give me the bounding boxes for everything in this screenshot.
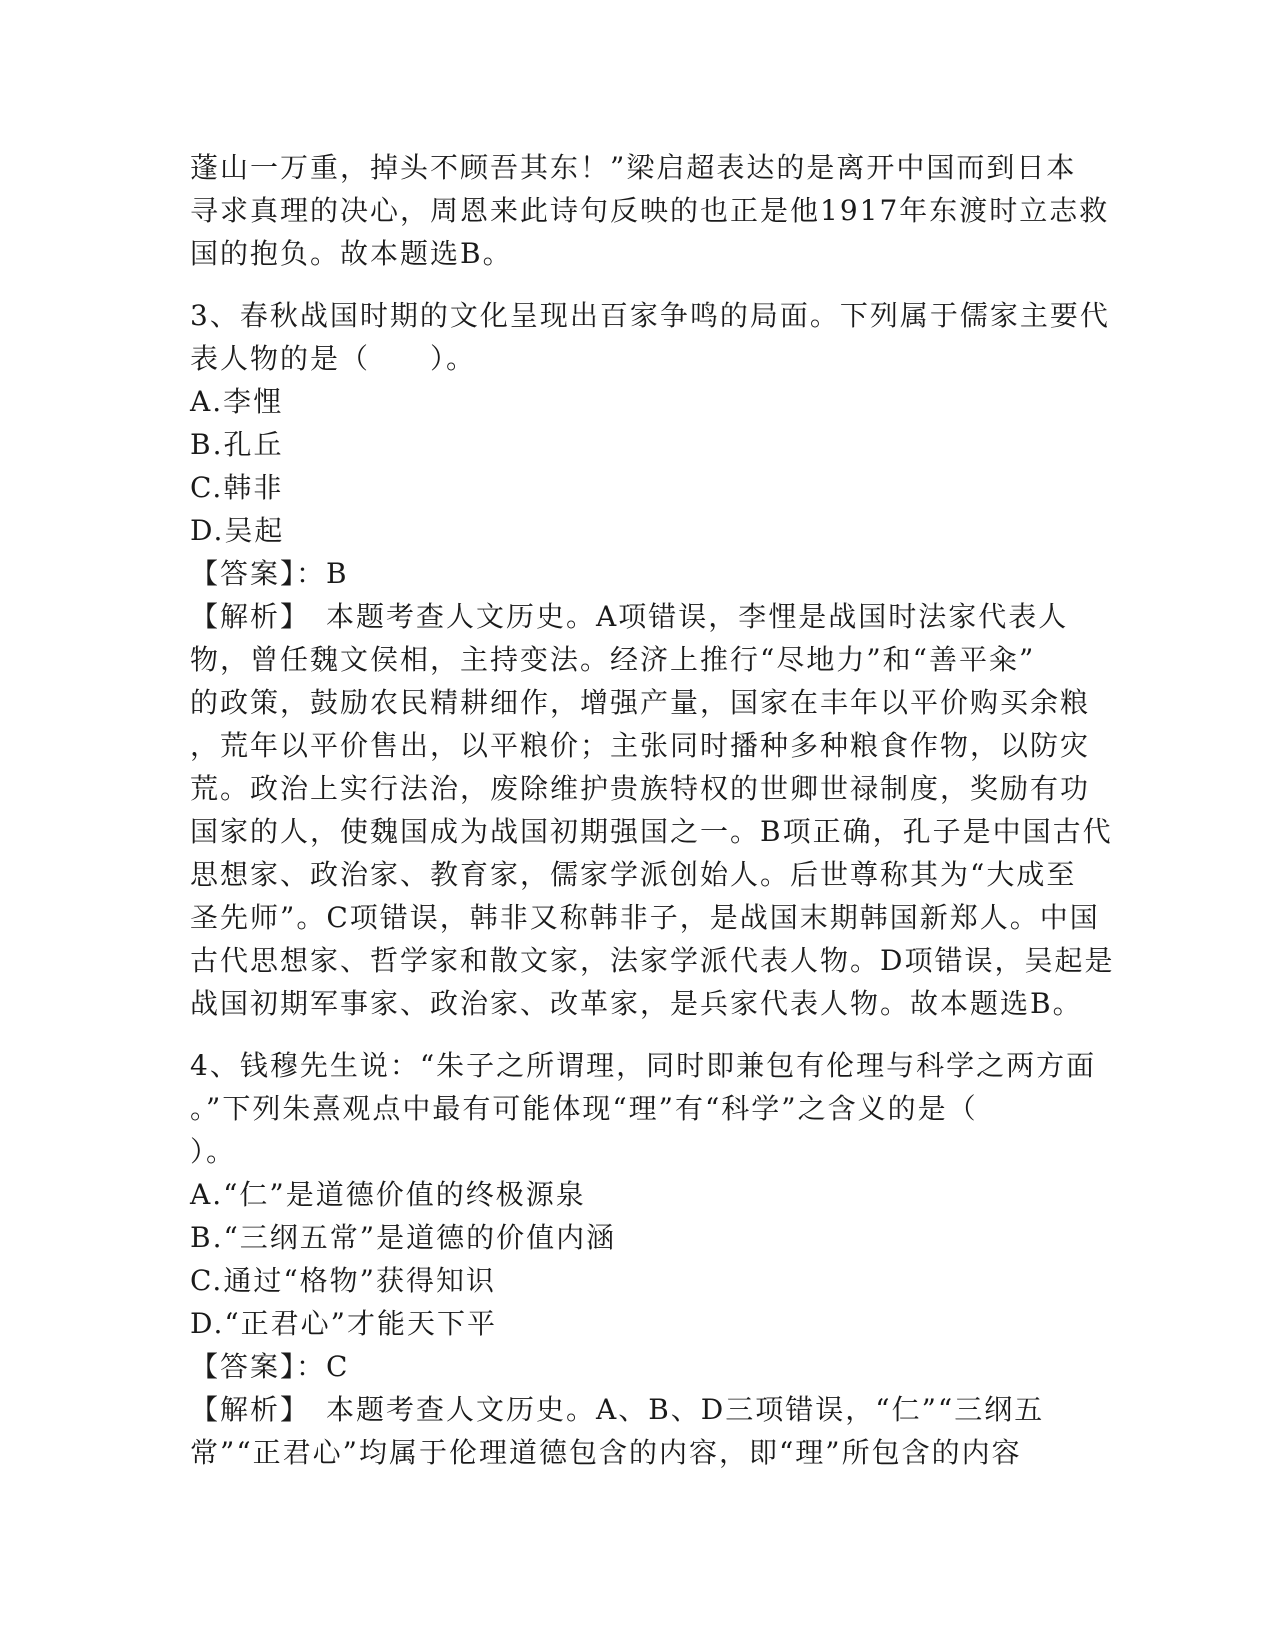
option-c: C.通过“格物”获得知识 (190, 1264, 496, 1297)
option-a: A.李悝 (190, 385, 284, 418)
prev-solution-line: 国的抱负。故本题选B。 (190, 237, 513, 270)
option-d: D.“正君心”才能天下平 (190, 1307, 497, 1340)
analysis-line: 圣先师”。C项错误，韩非又称韩非子，是战国末期韩国新郑人。中国 (190, 901, 1100, 934)
question-stem-line: ）。 (190, 1135, 237, 1168)
analysis-line: 思想家、政治家、教育家，儒家学派创始人。后世尊称其为“大成至 (190, 858, 1077, 891)
analysis-line: 【解析】 本题考查人文历史。A、B、D三项错误，“仁”“三纲五 (190, 1393, 1045, 1426)
option-b: B.“三纲五常”是道德的价值内涵 (190, 1221, 617, 1254)
analysis-line: 【解析】 本题考查人文历史。A项错误，李悝是战国时法家代表人 (190, 600, 1069, 633)
analysis-line: 的政策，鼓励农民精耕细作，增强产量，国家在丰年以平价购买余粮 (190, 686, 1091, 719)
question-stem-line: 表人物的是（ ）。 (190, 342, 477, 375)
prev-solution-line: 蓬山一万重，掉头不顾吾其东！”梁启超表达的是离开中国而到日本 (190, 151, 1077, 184)
analysis-line: ，荒年以平价售出，以平粮价；主张同时播种多种粮食作物，以防灾 (190, 729, 1091, 762)
analysis-line: 国家的人，使魏国成为战国初期强国之一。B项正确，孔子是中国古代 (190, 815, 1113, 848)
document-page (190, 146, 1115, 1474)
option-c: C.韩非 (190, 471, 284, 504)
analysis-line: 常”“正君心”均属于伦理道德包含的内容，即“理”所包含的内容 (190, 1436, 1022, 1469)
analysis-line: 物，曾任魏文侯相，主持变法。经济上推行“尽地力”和“善平籴” (190, 643, 1036, 676)
option-d: D.吴起 (190, 514, 285, 547)
answer: 【答案】：B (190, 557, 349, 590)
answer: 【答案】：C (190, 1350, 350, 1383)
question-stem-line: 。”下列朱熹观点中最有可能体现“理”有“科学”之含义的是（ (190, 1092, 978, 1125)
option-b: B.孔丘 (190, 428, 284, 461)
question-4 (190, 1044, 1097, 1474)
question-stem-line: 4、钱穆先生说：“朱子之所谓理，同时即兼包有伦理与科学之两方面 (190, 1049, 1097, 1082)
question-3 (190, 294, 1115, 1025)
analysis-line: 荒。政治上实行法治，废除维护贵族特权的世卿世禄制度，奖励有功 (190, 772, 1091, 805)
prev-solution (190, 146, 1110, 275)
prev-solution-line: 寻求真理的决心，周恩来此诗句反映的也正是他1917年东渡时立志救 (190, 194, 1110, 227)
analysis-line: 战国初期军事家、政治家、改革家，是兵家代表人物。故本题选B。 (190, 987, 1083, 1020)
question-stem-line: 3、春秋战国时期的文化呈现出百家争鸣的局面。下列属于儒家主要代 (190, 299, 1110, 332)
option-a: A.“仁”是道德价值的终极源泉 (190, 1178, 586, 1211)
analysis-line: 古代思想家、哲学家和散文家，法家学派代表人物。D项错误，吴起是 (190, 944, 1115, 977)
